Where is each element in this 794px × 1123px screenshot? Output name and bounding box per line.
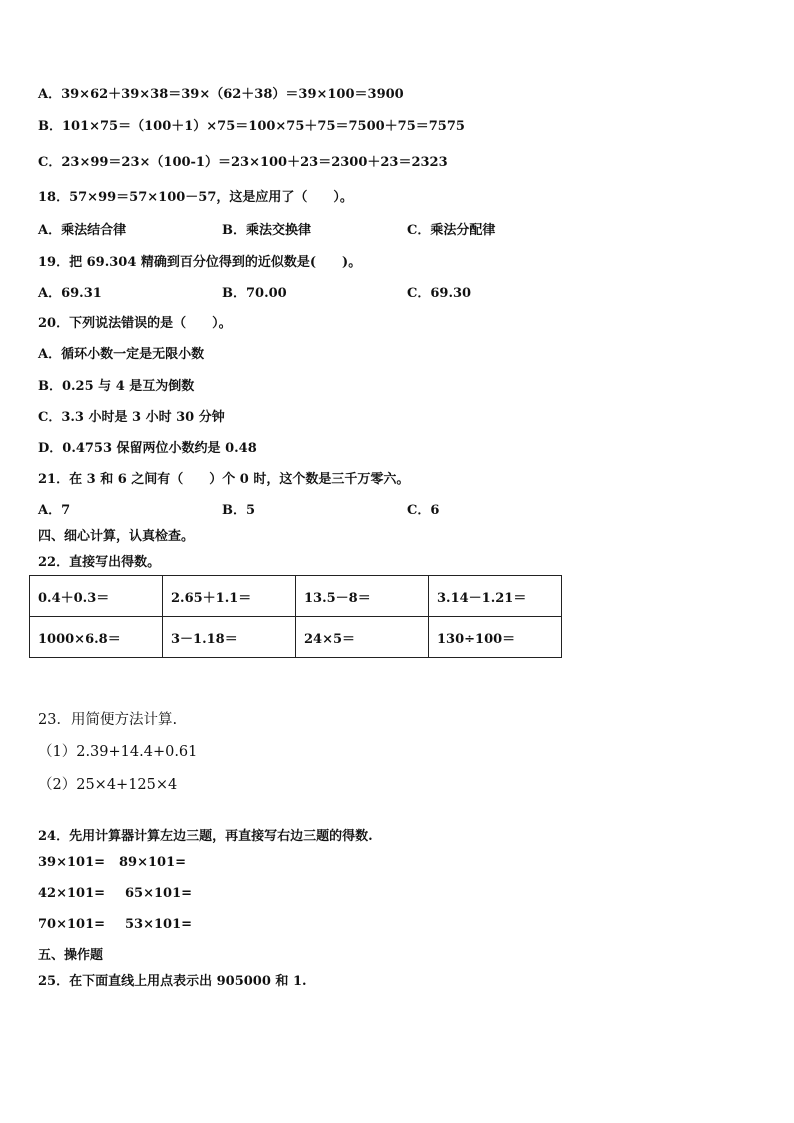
q24-left-item: 39×101= xyxy=(38,855,106,870)
table-row xyxy=(30,617,562,658)
q22-calculation-table xyxy=(29,575,562,658)
q20-option-a: A．循环小数一定是无限小数 xyxy=(38,347,205,362)
q23-item-2: （2）25×4+125×4 xyxy=(38,777,178,793)
q21-option-a: A．7 xyxy=(38,503,71,518)
q18-stem: 18．57×99＝57×100－57，这是应用了（ ）。 xyxy=(38,190,353,205)
table-row xyxy=(30,576,562,617)
q20-stem: 20．下列说法错误的是（ ）。 xyxy=(38,316,232,331)
q24-left-item: 42×101= xyxy=(38,886,106,901)
q23-stem: 23．用简便方法计算. xyxy=(38,712,178,728)
table-cell: 0.4＋0.3＝ xyxy=(30,576,163,617)
q18-option-c: C．乘法分配律 xyxy=(407,223,496,238)
q25-stem: 25．在下面直线上用点表示出 905000 和 1. xyxy=(38,974,307,989)
q24-stem: 24．先用计算器计算左边三题，再直接写右边三题的得数. xyxy=(38,829,373,844)
q20-option-b: B．0.25 与 4 是互为倒数 xyxy=(38,379,195,394)
q21-option-b: B．5 xyxy=(222,503,256,518)
q18-option-b: B．乘法交换律 xyxy=(222,223,311,238)
table-cell: 24×5＝ xyxy=(296,617,429,658)
q20-option-d: D．0.4753 保留两位小数约是 0.48 xyxy=(38,441,257,456)
table-cell: 1000×6.8＝ xyxy=(30,617,163,658)
q20-option-c: C．3.3 小时是 3 小时 30 分钟 xyxy=(38,410,225,425)
section-heading-5: 五、操作题 xyxy=(38,948,104,963)
q24-right-item: 89×101= xyxy=(119,855,187,870)
q19-option-b: B．70.00 xyxy=(222,286,287,301)
q24-row xyxy=(38,855,186,870)
q21-option-c: C．6 xyxy=(407,503,440,518)
q24-row xyxy=(38,886,192,901)
q17-option-c: C．23×99＝23×（100-1）＝23×100＋23＝2300＋23＝2323 xyxy=(38,155,448,170)
table-cell: 3.14－1.21＝ xyxy=(429,576,562,617)
q24-right-item: 53×101= xyxy=(125,917,193,932)
q24-left-item: 70×101= xyxy=(38,917,106,932)
q22-stem: 22．直接写出得数。 xyxy=(38,555,161,570)
q19-option-c: C．69.30 xyxy=(407,286,472,301)
q17-option-b: B．101×75＝（100＋1）×75＝100×75＋75＝7500＋75＝7575 xyxy=(38,119,465,134)
q19-option-a: A．69.31 xyxy=(38,286,102,301)
q19-stem: 19．把 69.304 精确到百分位得到的近似数是( )。 xyxy=(38,255,362,270)
section-heading-4: 四、细心计算，认真检查。 xyxy=(38,529,195,544)
q17-option-a: A．39×62＋39×38＝39×（62＋38）＝39×100＝3900 xyxy=(38,87,404,102)
q24-row xyxy=(38,917,192,932)
q18-option-a: A．乘法结合律 xyxy=(38,223,127,238)
q23-item-1: （1）2.39+14.4+0.61 xyxy=(38,744,198,760)
table-cell: 13.5－8＝ xyxy=(296,576,429,617)
table-cell: 130÷100＝ xyxy=(429,617,562,658)
table-cell: 2.65＋1.1＝ xyxy=(163,576,296,617)
q21-stem: 21．在 3 和 6 之间有（ ）个 0 时，这个数是三千万零六。 xyxy=(38,472,410,487)
table-cell: 3－1.18＝ xyxy=(163,617,296,658)
q24-right-item: 65×101= xyxy=(125,886,193,901)
